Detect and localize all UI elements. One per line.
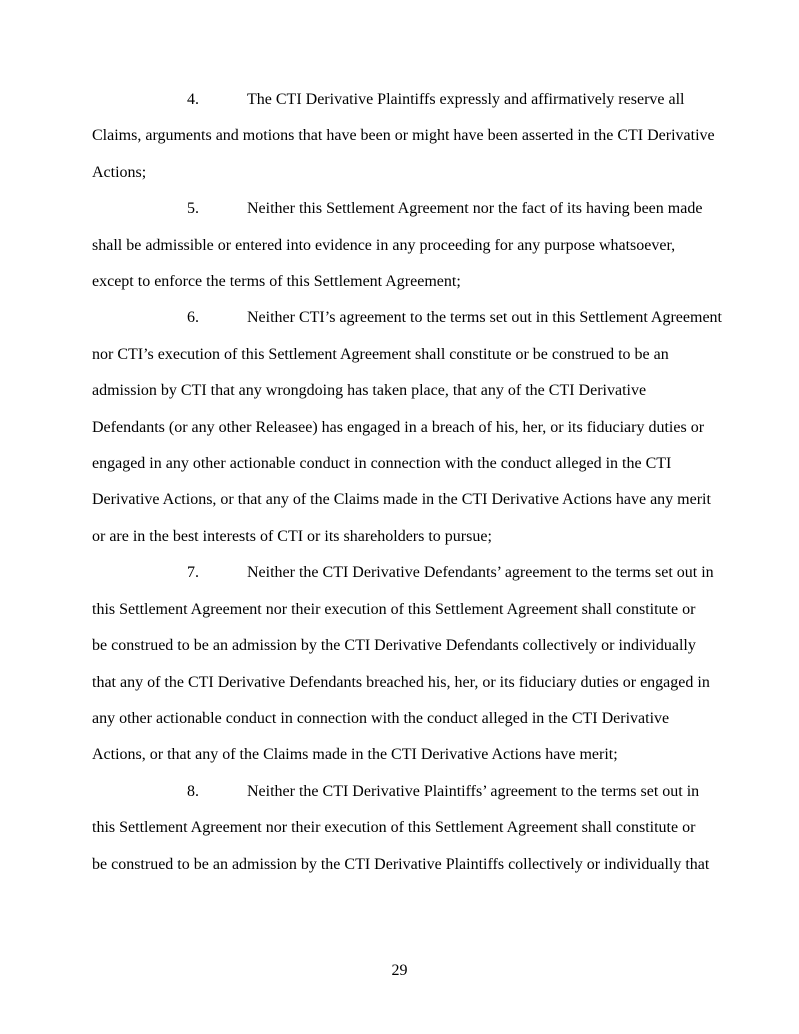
document-line: that any of the CTI Derivative Defendants breached his, her, or its fiduciary duties or engaged in bbox=[92, 673, 710, 691]
paragraph-text: Neither the CTI Derivative Plaintiffs’ agreement to the terms set out in bbox=[247, 782, 700, 800]
paragraph-7 bbox=[92, 555, 732, 773]
document-line: Actions, or that any of the Claims made in the CTI Derivative Actions have merit; bbox=[92, 746, 618, 764]
page-number: 29 bbox=[391, 962, 408, 979]
document-line bbox=[92, 555, 732, 591]
paragraph-number: 8. bbox=[187, 782, 199, 800]
document-line: nor CTI’s execution of this Settlement Agreement shall constitute or be construed to be an bbox=[92, 345, 669, 363]
document-line: be construed to be an admission by the CTI Derivative Plaintiffs collectively or individually that bbox=[92, 855, 710, 873]
paragraph-number: 4. bbox=[187, 91, 199, 108]
paragraph-number: 7. bbox=[187, 564, 199, 582]
document-line bbox=[92, 191, 732, 227]
document-line: any other actionable conduct in connection with the conduct alleged in the CTI Derivative bbox=[92, 709, 670, 727]
document-line: except to enforce the terms of this Settlement Agreement; bbox=[92, 273, 461, 291]
document-line: or are in the best interests of CTI or its shareholders to pursue; bbox=[92, 527, 492, 545]
document-line: this Settlement Agreement nor their execution of this Settlement Agreement shall constitute or bbox=[92, 600, 696, 618]
document-line: Defendants (or any other Releasee) has engaged in a breach of his, her, or its fiduciary duties or bbox=[92, 418, 705, 436]
paragraph-5 bbox=[92, 191, 732, 300]
document-line: this Settlement Agreement nor their execution of this Settlement Agreement shall constitute or bbox=[92, 819, 696, 837]
document-line: admission by CTI that any wrongdoing has taken place, that any of the CTI Derivative bbox=[92, 382, 647, 400]
document-line: Claims, arguments and motions that have been or might have been asserted in the CTI Derivative bbox=[92, 127, 715, 145]
paragraph-text: The CTI Derivative Plaintiffs expressly and affirmatively reserve all bbox=[247, 91, 685, 108]
paragraph-text: Neither the CTI Derivative Defendants’ agreement to the terms set out in bbox=[247, 564, 714, 582]
paragraph-6 bbox=[92, 300, 732, 555]
document-line: be construed to be an admission by the CTI Derivative Defendants collectively or individually bbox=[92, 637, 696, 655]
document-line bbox=[92, 300, 732, 336]
paragraph-8 bbox=[92, 774, 732, 883]
document-line bbox=[92, 774, 732, 810]
paragraph-number: 6. bbox=[187, 309, 199, 327]
document-line: engaged in any other actionable conduct in connection with the conduct alleged in the CTI bbox=[92, 455, 672, 473]
document-body bbox=[92, 82, 732, 883]
document-line: shall be admissible or entered into evidence in any proceeding for any purpose whatsoever, bbox=[92, 236, 676, 254]
document-line: Actions; bbox=[92, 163, 147, 181]
paragraph-number: 5. bbox=[187, 200, 199, 218]
paragraph-4 bbox=[92, 82, 732, 191]
paragraph-text: Neither CTI’s agreement to the terms set out in this Settlement Agreement bbox=[247, 309, 722, 327]
document-line bbox=[92, 82, 732, 118]
document-line: Derivative Actions, or that any of the Claims made in the CTI Derivative Actions have any merit bbox=[92, 491, 711, 509]
paragraph-text: Neither this Settlement Agreement nor the fact of its having been made bbox=[247, 200, 703, 218]
